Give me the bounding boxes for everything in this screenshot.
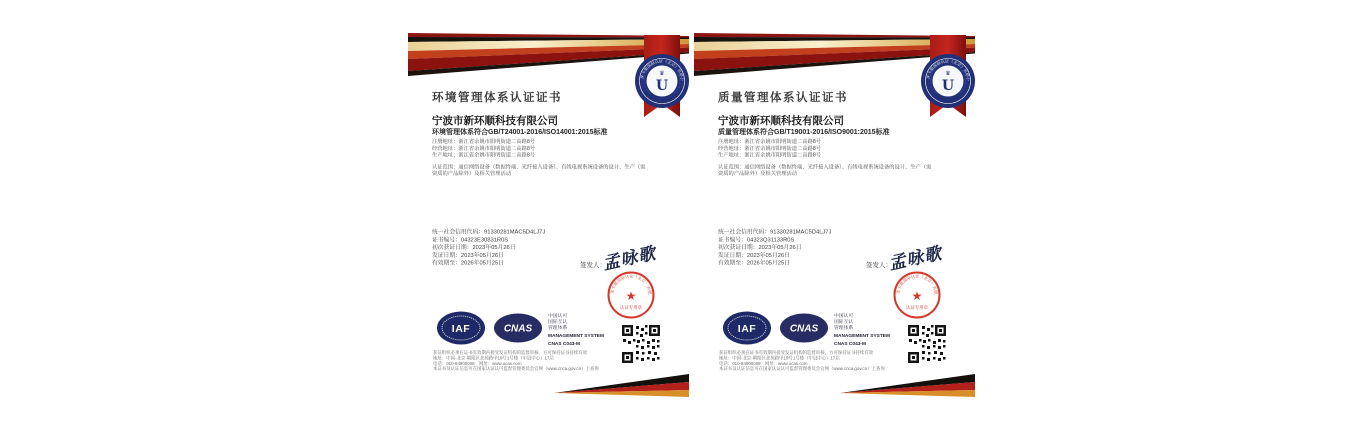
certification-scope: 认证范围：通信网络设备（数据终端、光纤接入设备）、有线电视系统设备的设计、生产（需 资质的产品除外）及相关管理活动 — [432, 163, 646, 177]
signature: 孟咏歌 — [601, 243, 659, 275]
corner-stripe-decoration — [554, 374, 689, 400]
issue-date: 发证日期：2023年05月26日 — [432, 251, 504, 259]
issue-date: 发证日期：2023年05月26日 — [718, 251, 790, 259]
signature: 孟咏歌 — [887, 243, 945, 275]
certificate-quality — [694, 0, 975, 435]
address-scope-block — [718, 138, 991, 177]
accreditation-block: 中国认可 国际互认 管理体系 MANAGEMENT SYSTEM CNAS C043-M — [548, 313, 692, 347]
corner-stripe-decoration — [840, 374, 975, 400]
registered-address: 注册地址：浙江省余姚市阳明街道二高路8号 — [432, 138, 536, 145]
registered-address: 注册地址：浙江省余姚市阳明街道二高路8号 — [718, 138, 822, 145]
signer-label: 签发人： — [866, 262, 892, 269]
cnas-code: CNAS C043-M — [548, 340, 581, 346]
certificate-number: 证书编号：04323E30831R0S — [432, 235, 509, 243]
production-address: 生产地址：浙江省余姚市阳明街道二高路8号 — [432, 151, 536, 158]
cnas-code: CNAS C043-M — [834, 340, 867, 346]
certification-scope: 认证范围：通信网络设备（数据终端、光纤接入设备）、有线电视系统设备的设计、生产（需 资质的产品除外）及相关管理活动 — [718, 163, 932, 177]
production-address: 生产地址：浙江省余姚市阳明街道二高路8号 — [718, 151, 822, 158]
valid-until-date: 有效期至：2026年05月25日 — [432, 259, 504, 267]
management-system-label: MANAGEMENT SYSTEM — [834, 332, 891, 339]
first-issue-date: 初次获证日期：2023年05月26日 — [432, 243, 516, 251]
accreditation-block: 中国认可 国际互认 管理体系 MANAGEMENT SYSTEM CNAS C043-M — [834, 313, 978, 347]
management-system-label: MANAGEMENT SYSTEM — [548, 332, 605, 339]
standard-line: 环境管理体系符合GB/T24001-2016/ISO14001:2015标准 — [432, 129, 608, 136]
first-issue-date: 初次获证日期：2023年05月26日 — [718, 243, 802, 251]
cnas-logo-icon — [493, 311, 543, 345]
certificate-title: 质量管理体系认证证书 — [718, 92, 848, 104]
credit-code: 统一社会信用代码：91330281MAC5D4LJ7J — [718, 228, 832, 235]
company-name: 宁波市新环顺科技有限公司 — [432, 115, 558, 127]
business-address: 经营地址：浙江省余姚市阳明街道二高路8号 — [432, 144, 536, 152]
signer-label: 签发人： — [580, 262, 606, 269]
certificate-environmental — [408, 0, 689, 435]
standard-line: 质量管理体系符合GB/T19001-2016/ISO9001:2015标准 — [718, 129, 890, 136]
iaf-logo-icon — [436, 310, 486, 346]
cnas-logo-icon — [779, 311, 829, 345]
iaf-logo-icon — [722, 310, 772, 346]
certificate-info-block — [432, 228, 704, 267]
company-name: 宁波市新环顺科技有限公司 — [718, 115, 844, 127]
footer-notes: 获证组织必须在证书有效期内接受发证机构的监督审核，方可保持证书持续有效 地址：中国·北京·朝阳区北苑路甲19号1号楼（中冠中心）17层 电话：010-84900008 网址：www.ucas.com 本证书及认证信息可在国家认证认可监督管理委员会官网（www.cnca.gov.cn）上查询 — [719, 350, 885, 372]
business-address: 经营地址：浙江省余姚市阳明街道二高路8号 — [718, 144, 822, 152]
award-medal-icon — [921, 33, 975, 119]
footer-notes: 获证组织必须在证书有效期内接受发证机构的监督审核，方可保持证书持续有效 地址：中国·北京·朝阳区北苑路甲19号1号楼（中冠中心）17层 电话：010-84900008 网址：www.ucas.com 本证书及认证信息可在国家认证认可监督管理委员会官网（www.cnca.gov.cn）上查询 — [433, 350, 599, 372]
certificate-number: 证书编号：04323Q31133R0S — [718, 235, 795, 243]
award-medal-icon — [635, 33, 689, 119]
address-scope-block — [432, 138, 705, 177]
certificate-title: 环境管理体系认证证书 — [432, 92, 562, 104]
certificate-info-block — [718, 228, 990, 267]
credit-code: 统一社会信用代码：91330281MAC5D4LJ7J — [432, 228, 546, 235]
valid-until-date: 有效期至：2026年05月25日 — [718, 259, 790, 267]
